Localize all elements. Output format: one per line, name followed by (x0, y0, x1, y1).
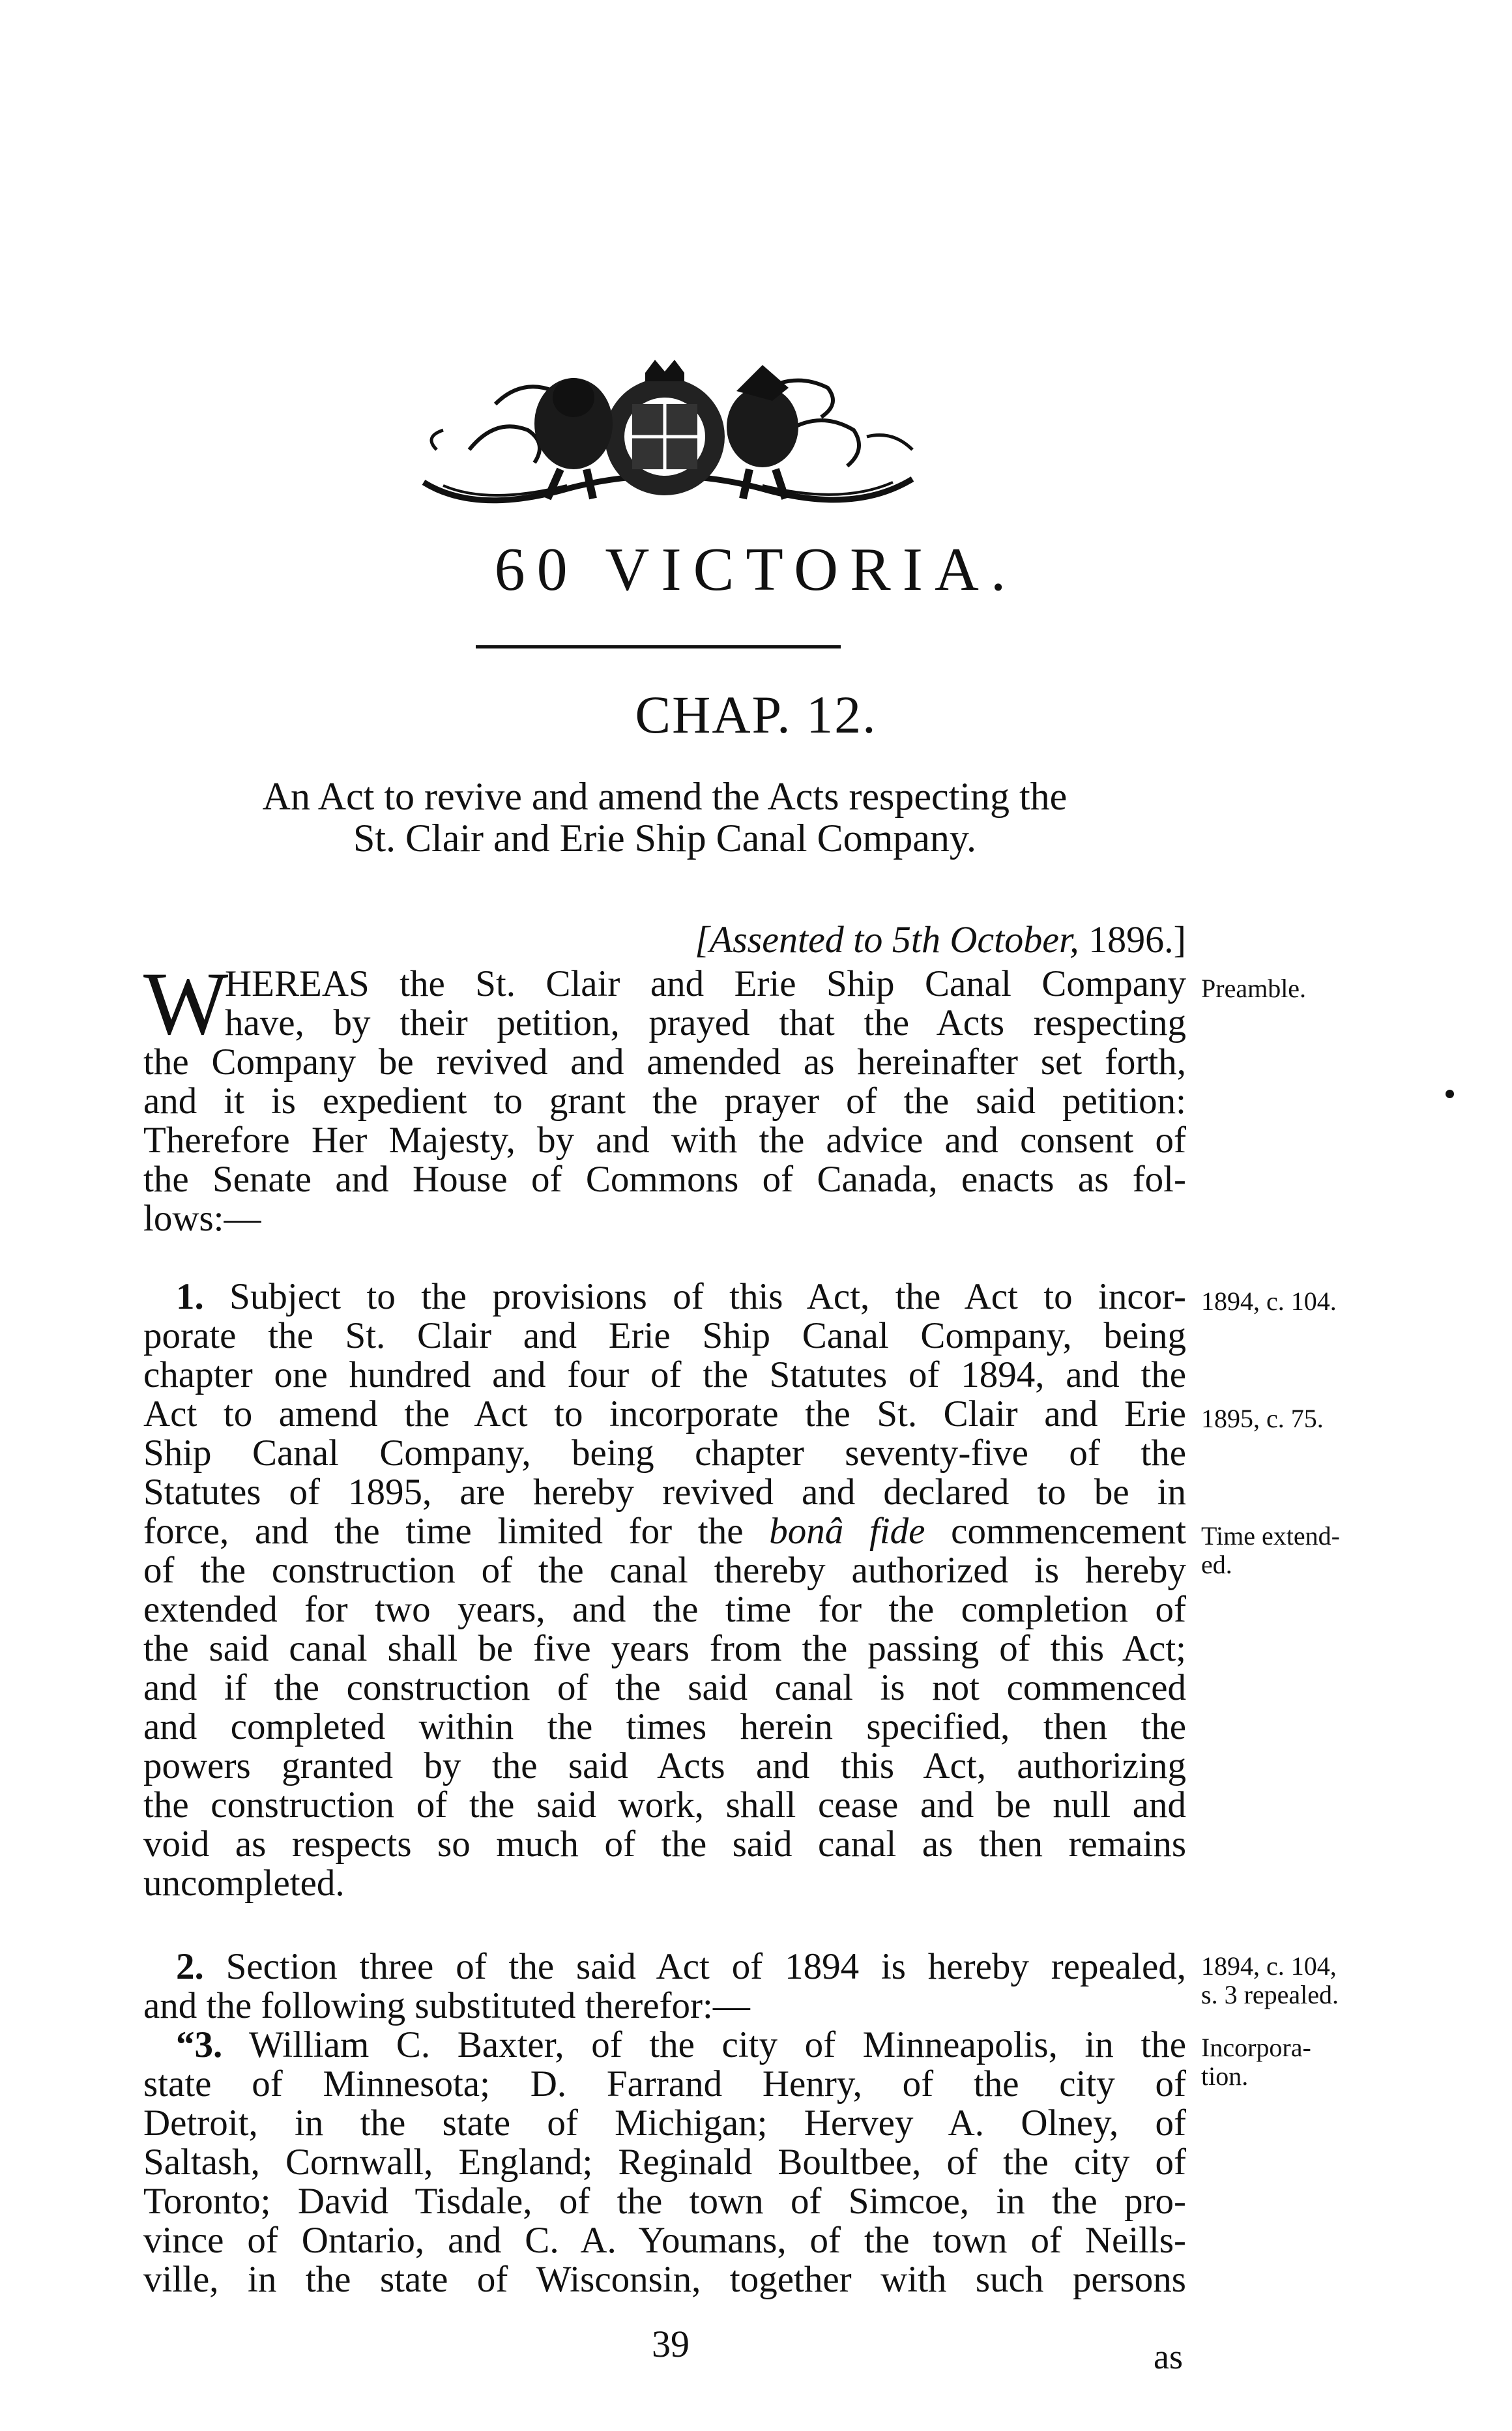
section-1-line: powers granted by the said Acts and this Act, authorizing (143, 1745, 1186, 1786)
section-3-text: William C. Baxter, of the city of Minneapolis, in the (248, 2024, 1186, 2065)
margin-note-1894-s3: 1894, c. 104, (1201, 1951, 1337, 1981)
margin-note-1894: 1894, c. 104. (1201, 1287, 1337, 1316)
section-1-line: and if the construction of the said canal is not commenced (143, 1667, 1186, 1708)
section-1-line: chapter one hundred and four of the Statutes of 1894, and the (143, 1354, 1186, 1395)
section-3-line: state of Minnesota; D. Farrand Henry, of the city of (143, 2063, 1186, 2104)
margin-note-time-extended-2: ed. (1201, 1550, 1232, 1579)
section-1-line: of the construction of the canal thereby authorized is hereby (143, 1550, 1186, 1591)
preamble-line: lows:— (143, 1198, 261, 1239)
assent-prefix: [Assented to 5th October, (695, 918, 1079, 961)
section-1-line-bona-fide (143, 1512, 1186, 1551)
section-1-line: Statutes of 1895, are hereby revived and declared to be in (143, 1472, 1186, 1513)
margin-note-preamble: Preamble. (1201, 974, 1307, 1003)
section-1-line: Act to amend the Act to incorporate the St. Clair and Erie (143, 1393, 1186, 1434)
section-1-line: and completed within the times herein specified, then the (143, 1706, 1186, 1747)
preamble-line: Therefore Her Majesty, by and with the advice and consent of (143, 1120, 1186, 1161)
catchword: as (1154, 2337, 1183, 2376)
section-3-line: Toronto; David Tisdale, of the town of Simcoe, in the pro- (143, 2181, 1186, 2222)
preamble-line: the Senate and House of Commons of Canada, enacts as fol- (143, 1159, 1186, 1200)
section-1-first-line (176, 1277, 1186, 1317)
section-1-line: Ship Canal Company, being chapter seventy-five of the (143, 1433, 1186, 1474)
page-number: 39 (652, 2323, 690, 2365)
section-1-line: the construction of the said work, shall cease and be null and (143, 1784, 1186, 1826)
margin-note-incorporation-2: tion. (1201, 2061, 1249, 2091)
section-2-first-line (176, 1947, 1186, 1987)
preamble-line: the Company be revived and amended as hereinafter set forth, (143, 1041, 1186, 1083)
preamble-line: and it is expedient to grant the prayer of the said petition: (143, 1081, 1186, 1122)
section-2-number: 2. (176, 1946, 204, 1987)
section-1-line-part: force, and the time limited for the (143, 1511, 770, 1552)
margin-note-time-extended: Time extend- (1201, 1521, 1340, 1550)
margin-note-incorporation: Incorpora- (1201, 2033, 1311, 2062)
section-3-line: Saltash, Cornwall, England; Reginald Boultbee, of the city of (143, 2142, 1186, 2183)
section-1-line: porate the St. Clair and Erie Ship Canal Company, being (143, 1315, 1186, 1356)
long-title-line-1: An Act to revive and amend the Acts respecting the (262, 775, 1068, 818)
preamble-dropcap: W (143, 953, 229, 1053)
assent-year: 1896.] (1079, 918, 1186, 961)
section-1-line: extended for two years, and the time for the completion of (143, 1589, 1186, 1630)
section-1-number: 1. (176, 1276, 204, 1317)
section-3-number: “3. (176, 2024, 223, 2065)
assent-date (587, 918, 1186, 961)
title-divider (476, 645, 841, 648)
section-1-text: Subject to the provisions of this Act, the Act to incor- (229, 1276, 1186, 1317)
section-3-first-line (176, 2026, 1186, 2065)
preamble-line: have, by their petition, prayed that the Acts respecting (225, 1002, 1186, 1043)
section-2-text: Section three of the said Act of 1894 is hereby repealed, (225, 1946, 1186, 1987)
section-3-line: vince of Ontario, and C. A. Youmans, of the town of Neills- (143, 2220, 1186, 2261)
section-2-line: and the following substituted therefor:— (143, 1985, 750, 2026)
section-1-line: void as respects so much of the said canal as then remains (143, 1824, 1186, 1865)
chapter-heading: CHAP. 12. (635, 685, 877, 744)
bona-fide-italic: bonâ fide (769, 1511, 925, 1552)
margin-note-repealed: s. 3 repealed. (1201, 1980, 1339, 2009)
long-title-line-2: St. Clair and Erie Ship Canal Company. (353, 817, 976, 860)
section-3-line: ville, in the state of Wisconsin, together with such persons (143, 2259, 1186, 2300)
section-1-line: uncompleted. (143, 1863, 345, 1904)
royal-coat-of-arms (398, 352, 932, 508)
print-speck (1446, 1090, 1454, 1098)
section-3-line: Detroit, in the state of Michigan; Hervey A. Olney, of (143, 2103, 1186, 2144)
margin-note-1895: 1895, c. 75. (1201, 1404, 1324, 1433)
act-title: 60 VICTORIA. (494, 536, 1018, 604)
section-1-line: the said canal shall be five years from the passing of this Act; (143, 1628, 1186, 1669)
preamble-line: HEREAS the St. Clair and Erie Ship Canal Company (225, 963, 1186, 1004)
section-1-line-part: commencement (925, 1511, 1186, 1552)
